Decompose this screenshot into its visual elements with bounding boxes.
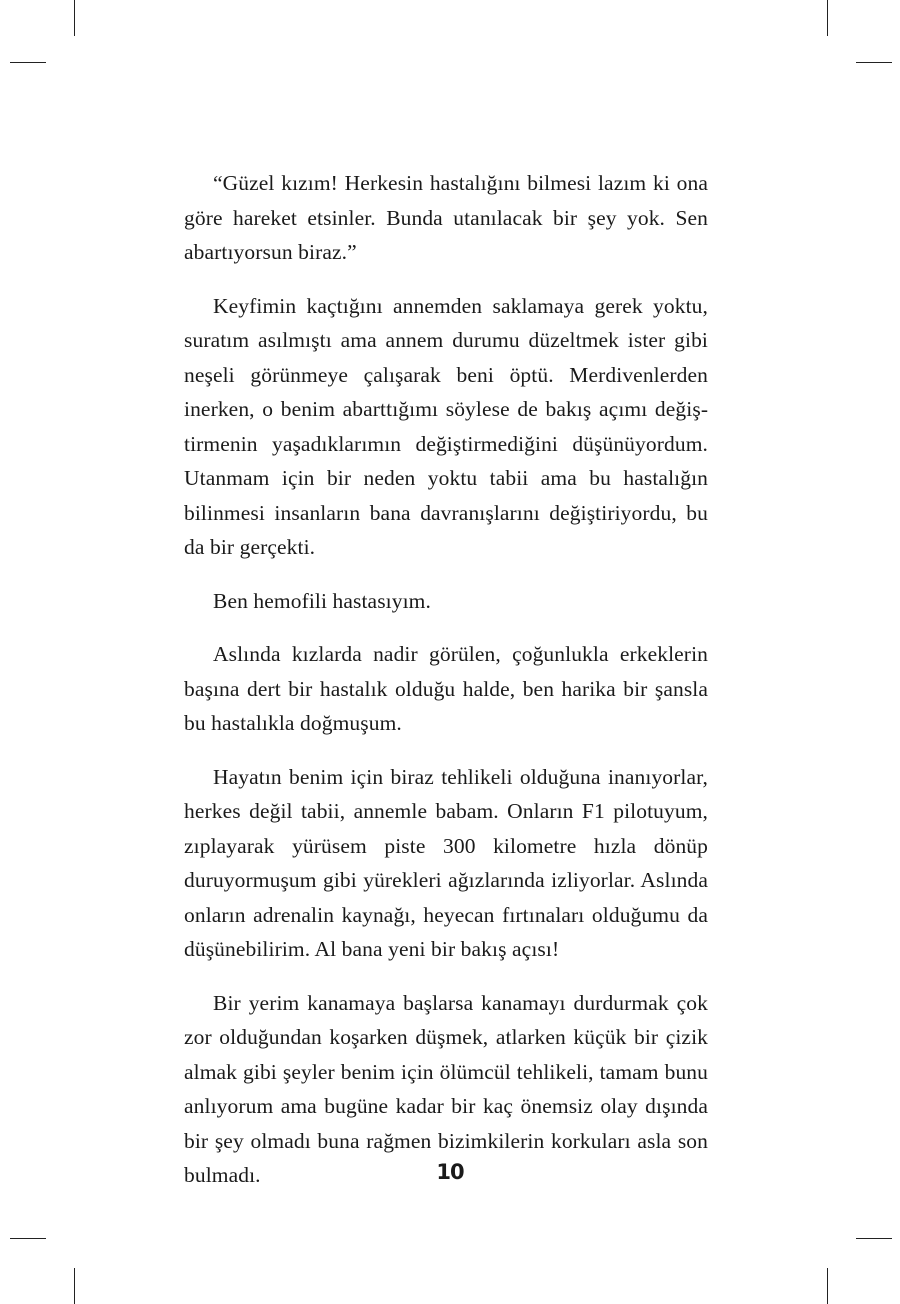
paragraph-2: Keyfimin kaçtığını annemden saklamaya gerek yoktu, suratım asılmıştı ama annem durumu düzeltmek ister gibi neşeli görünmeye çalışarak beni öptü. Merdivenlerden inerken, o benim abarttığımı söylese de bakış açımı değiştirmenin yaşadıklarımın değiştirmediğini düşünüyordum. Utanmam için bir neden yoktu tabii ama bu hastalığın bilinmesi insanların bana davranışlarını değiştiriyordu, bu da bir gerçekti. — [184, 293, 708, 559]
crop-mark-top-left-vertical — [74, 0, 75, 36]
crop-mark-top-right-vertical — [827, 0, 828, 36]
paragraph-4: Aslında kızlarda nadir görülen, çoğunlukla erkeklerin başına dert bir hastalık olduğu halde, ben harika bir şansla bu hastalıkla doğmuşum. — [184, 642, 708, 735]
page-number: 10 — [436, 1160, 464, 1184]
crop-mark-bottom-left-horizontal — [10, 1238, 46, 1239]
paragraph-3: Ben hemofili hastasıyım. — [213, 588, 431, 613]
paragraph-1: “Güzel kızım! Herkesin hastalığını bilmesi lazım ki ona göre hareket etsinler. Bunda utanılacak bir şey yok. Sen abartıyorsun biraz.” — [184, 171, 708, 264]
crop-mark-bottom-right-horizontal — [856, 1238, 892, 1239]
crop-mark-bottom-right-vertical — [827, 1268, 828, 1304]
crop-mark-bottom-left-vertical — [74, 1268, 75, 1304]
crop-mark-top-left-horizontal — [10, 62, 46, 63]
paragraph-5: Hayatın benim için biraz tehlikeli olduğuna inanıyorlar, herkes değil tabii, annemle babam. Onların F1 pilotuyum, zıplayarak yürüsem piste 300 kilometre hızla dönüp duruyormuşum gibi yürekleri ağızlarında izliyorlar. Aslında onların adrenalin kaynağı, heyecan fırtınaları olduğumu da düşünebilirim. Al bana yeni bir bakış açısı! — [184, 764, 708, 961]
body-text — [184, 166, 708, 1212]
paragraph-6: Bir yerim kanamaya başlarsa kanamayı durdurmak çok zor olduğundan koşarken düşmek, atlarken küçük bir çizik almak gibi şeyler benim için ölümcül tehlikeli, tamam bunu anlıyorum ama bugüne kadar bir kaç önemsiz olay dışında bir şey olmadı buna rağmen bizimkilerin korkuları asla son bulmadı. — [184, 990, 708, 1187]
crop-mark-top-right-horizontal — [856, 62, 892, 63]
